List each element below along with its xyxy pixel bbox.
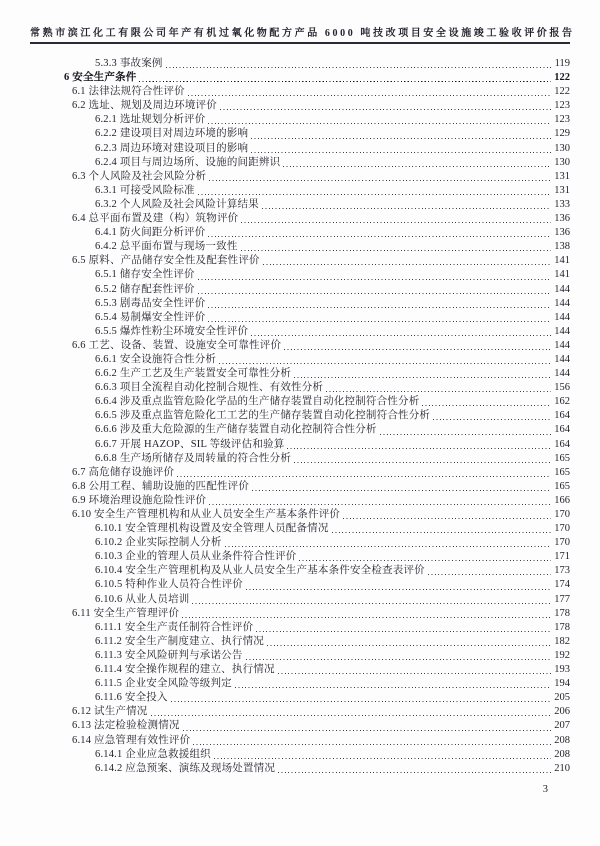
toc-entry-page: 165 (554, 452, 570, 464)
toc-entry-page: 170 (554, 523, 570, 535)
toc-entry-title: 6.10 安全生产管理机构和从业人员安全生产基本条件评价 (72, 509, 341, 520)
toc-leader-dots (251, 138, 551, 139)
toc-entry-title: 6.2.3 周边环境对建设项目的影响 (95, 142, 249, 154)
toc-entry-page: 177 (554, 593, 570, 605)
toc-entry-title: 6.11.3 安全风险研判与承诺公告 (95, 649, 243, 661)
toc-entry-page: 123 (554, 114, 570, 126)
toc-entry-page: 131 (554, 184, 570, 196)
toc-leader-dots (198, 194, 552, 195)
toc-entry (64, 466, 570, 480)
toc-leader-dots (326, 391, 551, 392)
toc-entry-page: 164 (554, 410, 570, 422)
toc-entry-page: 173 (554, 565, 570, 577)
toc-entry-page: 144 (554, 311, 570, 323)
toc-entry-page: 130 (554, 156, 570, 168)
toc-entry-title: 6.6.4 涉及重点监管危险化学品的生产储存装置自动化控制符合性分析 (95, 396, 420, 408)
toc-entry-page: 131 (554, 170, 570, 182)
page-number: 3 (542, 783, 548, 795)
toc-entry (64, 254, 570, 268)
toc-entry-page: 122 (554, 72, 570, 84)
toc-entry-title: 6.11.6 安全投入 (95, 692, 168, 704)
toc-entry (64, 564, 570, 578)
toc-entry-title: 6.3.2 个人风险及社会风险计算结果 (95, 198, 259, 210)
toc-leader-dots (256, 631, 551, 632)
toc-leader-dots (283, 166, 551, 167)
toc-entry-title: 6.6.2 生产工艺及生产装置安全可靠性分析 (95, 368, 292, 380)
toc-entry (64, 184, 570, 198)
toc-entry-page: 136 (554, 227, 570, 239)
toc-entry-page: 119 (554, 58, 570, 69)
toc-entry-title: 6.1 法律法规符合性评价 (72, 86, 185, 98)
toc-entry-page: 178 (554, 607, 570, 619)
toc-leader-dots (209, 180, 551, 181)
toc-entry-page: 165 (554, 480, 570, 492)
toc-entry-title: 6.11.1 安全生产责任制符合性评价 (95, 621, 254, 633)
toc-leader-dots (139, 81, 551, 82)
toc-entry (64, 621, 570, 635)
toc-entry-page: 210 (554, 762, 570, 774)
toc-entry (64, 635, 570, 649)
toc-leader-dots (246, 589, 551, 590)
toc-leader-dots (225, 546, 552, 547)
toc-entry (64, 508, 570, 522)
toc-entry-page: 144 (554, 325, 570, 337)
toc-leader-dots (214, 758, 551, 759)
toc-entry (64, 226, 570, 240)
toc-leader-dots (267, 645, 551, 646)
toc-leader-dots (208, 321, 551, 322)
toc-leader-dots (251, 335, 551, 336)
toc-entry-title: 6.11.2 安全生产制度建立、执行情况 (95, 635, 264, 647)
toc-entry (64, 480, 570, 494)
document-page (0, 24, 600, 846)
toc-leader-dots (241, 222, 551, 223)
toc-entry (64, 283, 570, 297)
toc-entry-page: 174 (554, 579, 570, 591)
toc-entry-title: 6.3.1 可接受风险标准 (95, 184, 195, 196)
toc-entry-page: 129 (554, 128, 570, 140)
toc-entry-title: 6.2 选址、规划及周边环境评价 (72, 100, 217, 112)
toc-entry-page: 133 (554, 198, 570, 210)
toc-leader-dots (332, 532, 552, 533)
toc-entry-title: 6.2.4 项目与周边场所、设施的间距辨识 (95, 156, 281, 168)
toc-entry-title: 6.5.1 储存安全性评价 (95, 269, 195, 281)
toc-entry-title: 6.8 公用工程、辅助设施的匹配性评价 (72, 480, 250, 492)
toc-entry-page: 162 (554, 396, 570, 408)
toc-entry (64, 452, 570, 466)
toc-leader-dots (380, 434, 552, 435)
toc-entry-title: 6.2.2 建设项目对周边环境的影响 (95, 128, 249, 140)
toc-entry-page: 122 (554, 86, 570, 98)
toc-entry (64, 593, 570, 607)
toc-entry (64, 113, 570, 127)
toc-leader-dots (208, 307, 551, 308)
toc-leader-dots (192, 603, 551, 604)
page-header (30, 24, 575, 44)
toc-entry (64, 494, 570, 508)
toc-entry (64, 691, 570, 705)
toc-entry-title: 6.14.1 企业应急救援组织 (95, 748, 211, 760)
toc-entry-page: 164 (554, 438, 570, 450)
toc-entry (64, 212, 570, 226)
toc-entry-title: 6.4.1 防火间距分析评价 (95, 227, 206, 239)
toc-entry-title: 6.10.5 特种作业人员符合性评价 (95, 579, 243, 591)
toc-leader-dots (209, 504, 551, 505)
toc-entry-page: 208 (554, 748, 570, 760)
toc-leader-dots (219, 363, 551, 364)
toc-entry-title: 6.6.6 涉及重大危险源的生产储存装置自动化控制符合性分析 (95, 424, 377, 436)
toc-entry-page: 206 (554, 706, 570, 718)
toc-entry-title: 6.9 环境治理设施危险性评价 (72, 494, 207, 506)
toc-entry-page: 141 (554, 269, 570, 281)
toc-leader-dots (428, 574, 551, 575)
page-footer (0, 784, 548, 795)
toc-leader-dots (294, 462, 551, 463)
toc-entry (64, 734, 570, 748)
toc-entry-page: 170 (554, 537, 570, 549)
toc-entry (64, 705, 570, 719)
toc-entry-page: 193 (554, 664, 570, 676)
toc-entry (64, 268, 570, 282)
toc-entry-title: 6.11.5 企业安全风险等级判定 (95, 678, 232, 690)
toc-leader-dots (251, 152, 551, 153)
toc-entry-title: 6.10.2 企业实际控制人分析 (95, 537, 222, 549)
toc-leader-dots (263, 264, 552, 265)
toc-leader-dots (262, 208, 551, 209)
toc-leader-dots (241, 250, 552, 251)
toc-entry-page: 144 (554, 297, 570, 309)
toc-entry-page: 170 (554, 509, 570, 520)
toc-leader-dots (287, 448, 551, 449)
toc-entry (64, 522, 570, 536)
toc-leader-dots (220, 109, 551, 110)
toc-entry-title: 6.10.1 安全管理机构设置及安全管理人员配备情况 (95, 523, 329, 535)
toc-entry-title: 6.5 原料、产品储存安全性及配套性评价 (72, 255, 260, 267)
toc-entry (64, 142, 570, 156)
toc-entry-page: 144 (554, 353, 570, 365)
toc-entry (64, 311, 570, 325)
toc-entry (64, 762, 570, 776)
toc-entry-title: 6.10.3 企业的管理人员从业条件符合性评价 (95, 551, 297, 563)
toc-entry-page: 136 (554, 213, 570, 225)
toc-leader-dots (433, 419, 551, 420)
toc-entry-title: 6.4 总平面布置及建（构）筑物评价 (72, 213, 239, 225)
toc-entry-page: 194 (554, 678, 570, 690)
toc-entry-page: 178 (554, 621, 570, 633)
toc-entry-title: 6.11.4 安全操作规程的建立、执行情况 (95, 664, 275, 676)
toc-leader-dots (422, 405, 551, 406)
toc-entry-title: 6.14.2 应急预案、演练及现场处置情况 (95, 762, 276, 774)
toc-entry (64, 663, 570, 677)
toc-leader-dots (252, 490, 551, 491)
toc-entry-title: 6.5.2 储存配套性评价 (95, 283, 195, 295)
toc-entry-title: 6.11 安全生产管理评价 (72, 607, 180, 619)
toc-entry-title: 6.6.3 项目全流程自动化控制合规性、有效性分析 (95, 382, 324, 394)
toc-leader-dots (284, 349, 551, 350)
toc-entry-page: 205 (554, 692, 570, 704)
toc-entry-title: 6.6.5 涉及重点监管危险化工工艺的生产储存装置自动化控制符合性分析 (95, 410, 431, 422)
toc-entry-title: 6.5.5 爆炸性粉尘环境安全性评价 (95, 325, 249, 337)
toc-leader-dots (166, 67, 552, 68)
toc-entry (64, 127, 570, 141)
toc-entry-title: 6.6.7 开展 HAZOP、SIL 等级评估和验算 (95, 438, 285, 450)
toc-entry-page: 123 (554, 100, 570, 112)
toc-entry-page: 130 (554, 142, 570, 154)
toc-entry (64, 677, 570, 691)
toc-leader-dots (193, 744, 551, 745)
toc-leader-dots (171, 701, 552, 702)
toc-leader-dots (208, 236, 551, 237)
toc-leader-dots (343, 518, 551, 519)
toc-entry (64, 607, 570, 621)
toc-leader-dots (208, 123, 551, 124)
toc-entry (64, 297, 570, 311)
toc-leader-dots (294, 377, 551, 378)
toc-entry (64, 339, 570, 353)
toc-entry (64, 57, 570, 71)
toc-leader-dots (299, 560, 551, 561)
toc-entry-title: 6.10.6 从业人员培训 (95, 593, 190, 605)
toc-list (64, 57, 570, 776)
toc-entry (64, 748, 570, 762)
toc-leader-dots (182, 617, 551, 618)
toc-entry-title: 5.3.3 事故案例 (95, 58, 163, 69)
toc-entry (64, 578, 570, 592)
toc-entry (64, 381, 570, 395)
toc-entry-page: 144 (554, 368, 570, 380)
toc-entry-title: 6 安全生产条件 (64, 72, 137, 84)
toc-entry-title: 6.13 法定检验检测情况 (72, 720, 180, 732)
toc-leader-dots (235, 687, 551, 688)
toc-entry-page: 192 (554, 649, 570, 661)
toc-entry-page: 141 (554, 255, 570, 267)
toc-entry (64, 198, 570, 212)
toc-entry-page: 165 (554, 466, 570, 478)
toc-entry-title: 6.6.1 安全设施符合性分析 (95, 353, 217, 365)
toc-leader-dots (151, 715, 552, 716)
toc-entry (64, 156, 570, 170)
toc-entry-title: 6.2.1 选址规划分析评价 (95, 114, 206, 126)
toc-entry-title: 6.6 工艺、设备、装置、设施安全可靠性评价 (72, 339, 282, 351)
toc-entry-title: 6.10.4 安全生产管理机构及从业人员安全生产基本条件安全检查表评价 (95, 565, 425, 577)
toc-entry (64, 438, 570, 452)
toc-entry-page: 138 (554, 241, 570, 253)
toc-leader-dots (188, 95, 551, 96)
toc-entry (64, 71, 570, 85)
toc-entry-page: 208 (554, 734, 570, 746)
toc-entry (64, 85, 570, 99)
toc-entry (64, 353, 570, 367)
toc-leader-dots (198, 279, 552, 280)
toc-entry (64, 550, 570, 564)
toc-entry-page: 171 (554, 551, 570, 563)
toc-entry-title: 6.14 应急管理有效性评价 (72, 734, 191, 746)
toc-entry-page: 164 (554, 424, 570, 436)
toc-entry (64, 395, 570, 409)
toc-entry (64, 99, 570, 113)
toc-entry-page: 156 (554, 382, 570, 394)
toc-entry-page: 166 (554, 494, 570, 506)
toc-entry-page: 207 (554, 720, 570, 732)
toc-entry-title: 6.12 试生产情况 (72, 706, 148, 718)
toc-entry (64, 423, 570, 437)
toc-entry (64, 649, 570, 663)
toc-entry (64, 719, 570, 733)
toc-entry (64, 240, 570, 254)
toc-entry (64, 325, 570, 339)
toc-entry (64, 367, 570, 381)
toc-entry-title: 6.7 高危储存设施评价 (72, 466, 175, 478)
toc-leader-dots (198, 293, 552, 294)
toc-entry-title: 6.3 个人风险及社会风险分析 (72, 170, 207, 182)
toc-entry-title: 6.5.3 剧毒品安全性评价 (95, 297, 206, 309)
toc-entry (64, 409, 570, 423)
toc-leader-dots (278, 772, 551, 773)
toc-entry (64, 170, 570, 184)
toc-entry (64, 536, 570, 550)
toc-leader-dots (183, 730, 552, 731)
page-header-title: 常熟市滨江化工有限公司年产有机过氧化物配方产品 6000 吨技改项目安全设施竣工验收评价报告 (30, 28, 575, 39)
toc-leader-dots (278, 673, 552, 674)
toc-leader-dots (246, 659, 552, 660)
toc-entry-page: 144 (554, 283, 570, 295)
toc-entry-title: 6.6.8 生产场所储存及周转量的符合性分析 (95, 452, 292, 464)
toc-entry-title: 6.5.4 易制爆安全性评价 (95, 311, 206, 323)
toc-leader-dots (177, 476, 551, 477)
toc-entry-title: 6.4.2 总平面布置与现场一致性 (95, 241, 238, 253)
toc-entry-page: 182 (554, 635, 570, 647)
toc-entry-page: 144 (554, 339, 570, 351)
